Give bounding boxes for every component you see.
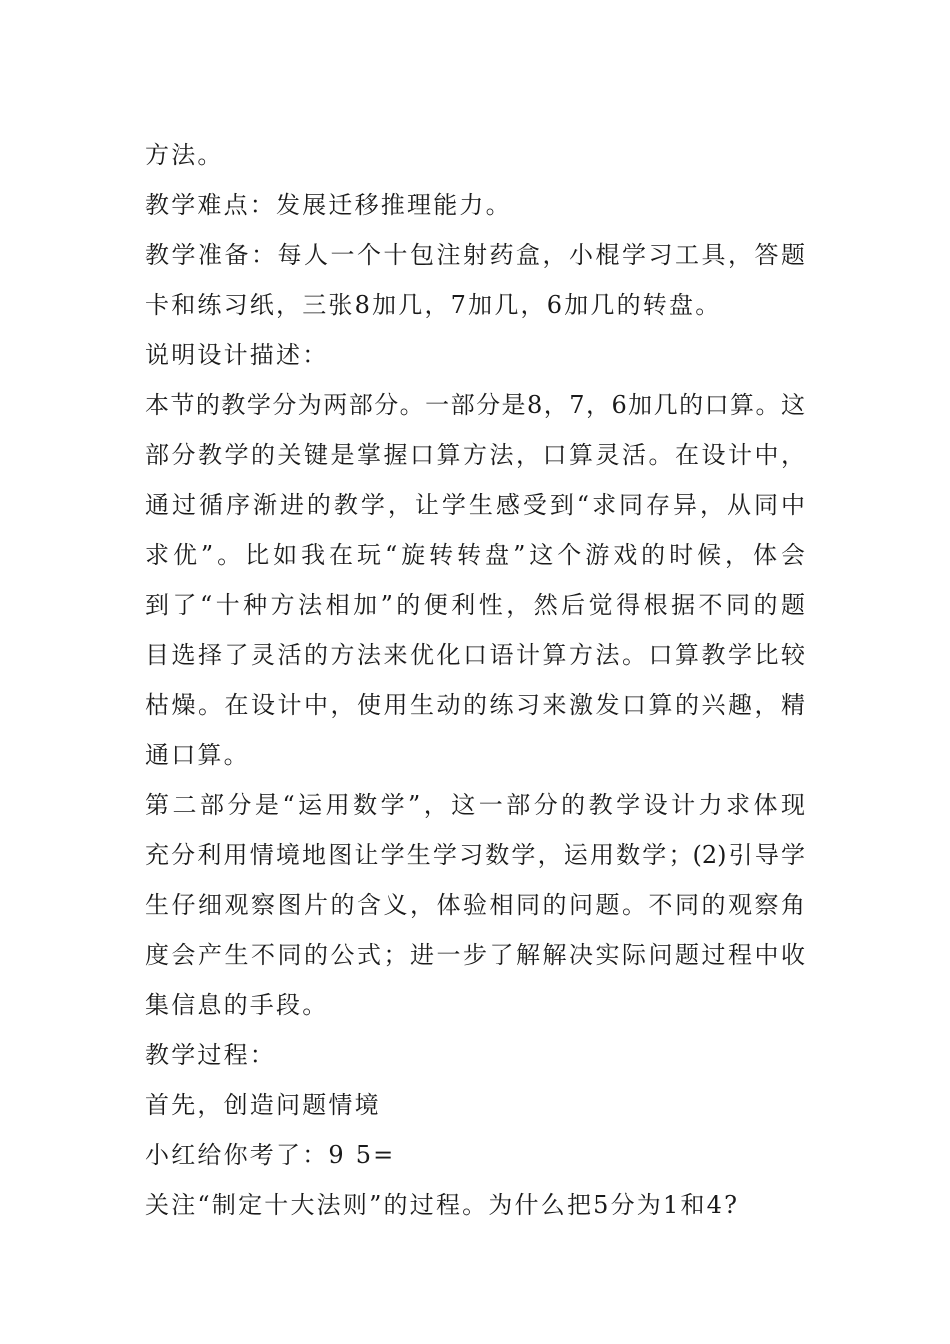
text-line: 小红给你考了：9 5= — [145, 1141, 396, 1169]
text-line: 第二部分是“运用数学”，这一部分的教学设计力求体现 — [145, 791, 805, 819]
text-line: 目选择了灵活的方法来优化口语计算方法。口算教学比较 — [145, 641, 805, 669]
text-line: 通过循序渐进的教学，让学生感受到“求同存异，从同中 — [145, 491, 805, 519]
text-line: 部分教学的关键是掌握口算方法，口算灵活。在设计中， — [145, 441, 805, 469]
text-line: 枯燥。在设计中，使用生动的练习来激发口算的兴趣，精 — [145, 691, 805, 719]
document-page — [145, 130, 805, 1230]
text-line: 说明设计描述： — [145, 341, 329, 369]
text-line: 充分利用情境地图让学生学习数学，运用数学；(2)引导学 — [145, 841, 805, 869]
text-line: 生仔细观察图片的含义，体验相同的问题。不同的观察角 — [145, 891, 805, 919]
text-line: 度会产生不同的公式；进一步了解解决实际问题过程中收 — [145, 941, 805, 969]
text-line: 关注“制定十大法则”的过程。为什么把5分为1和4? — [145, 1191, 740, 1219]
text-line: 集信息的手段。 — [145, 991, 329, 1019]
text-line: 教学难点：发展迁移推理能力。 — [145, 191, 512, 219]
text-line: 求优”。比如我在玩“旋转转盘”这个游戏的时候，体会 — [145, 541, 805, 569]
text-line: 通口算。 — [145, 741, 250, 769]
text-line: 到了“十种方法相加”的便利性，然后觉得根据不同的题 — [145, 591, 805, 619]
text-line: 首先，创造问题情境 — [145, 1091, 381, 1119]
text-line: 方法。 — [145, 141, 224, 169]
text-line: 卡和练习纸，三张8加几，7加几，6加几的转盘。 — [145, 291, 722, 319]
text-line: 教学准备：每人一个十包注射药盒，小棍学习工具，答题 — [145, 241, 805, 269]
text-line: 教学过程： — [145, 1041, 276, 1069]
text-line: 本节的教学分为两部分。一部分是8，7，6加几的口算。这 — [145, 391, 805, 419]
